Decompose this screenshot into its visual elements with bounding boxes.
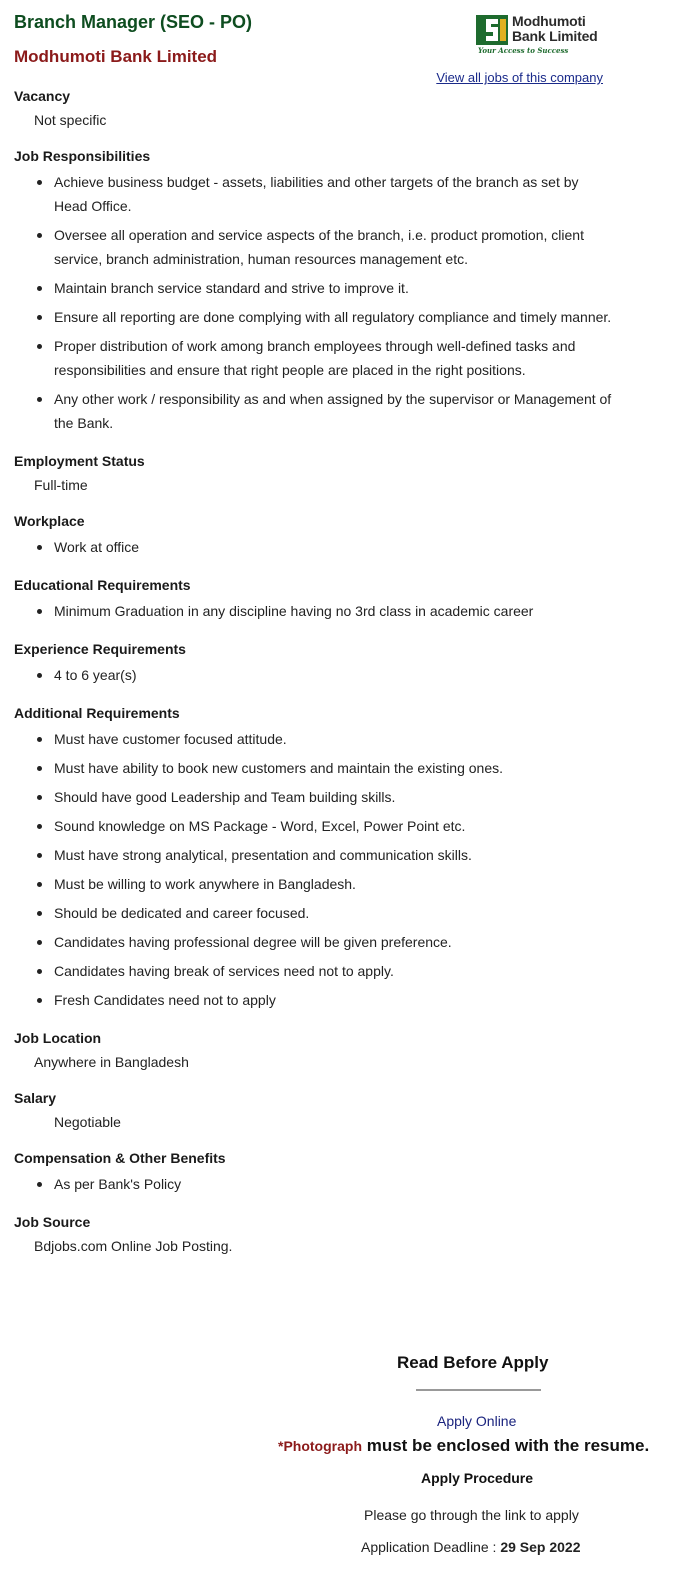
- job-title: Branch Manager (SEO - PO): [14, 12, 253, 32]
- workplace-list: [14, 535, 614, 559]
- apply-online-link[interactable]: Apply Online: [437, 1413, 517, 1429]
- employment-value: Full-time: [34, 477, 88, 493]
- additional-section: [14, 705, 614, 1012]
- vacancy-section: [14, 88, 614, 130]
- divider: [416, 1389, 541, 1391]
- employment-section: [14, 453, 614, 495]
- additional-list: [14, 727, 614, 1012]
- education-section: [14, 577, 614, 623]
- read-before-apply-heading: Read Before Apply: [397, 1353, 549, 1372]
- list-item: Oversee all operation and service aspects of the branch, i.e. product promotion, client service, branch administration, human resources management etc.: [54, 223, 614, 271]
- list-item: Must be willing to work anywhere in Bangladesh.: [54, 872, 614, 896]
- company-logo: [476, 13, 606, 57]
- view-all-jobs-link[interactable]: View all jobs of this company: [436, 70, 603, 85]
- section-title: Job Source: [14, 1214, 91, 1230]
- photograph-label: *Photograph: [278, 1438, 362, 1454]
- section-title: Vacancy: [14, 88, 71, 104]
- deadline-label: Application Deadline :: [361, 1539, 501, 1555]
- source-value: Bdjobs.com Online Job Posting.: [34, 1238, 233, 1254]
- photograph-text: must be enclosed with the resume.: [362, 1436, 650, 1455]
- responsibilities-list: [14, 170, 614, 435]
- experience-list: [14, 663, 614, 687]
- list-item: Must have ability to book new customers and maintain the existing ones.: [54, 756, 614, 780]
- apply-instruction: Please go through the link to apply: [364, 1507, 579, 1523]
- section-title: Additional Requirements: [14, 705, 180, 721]
- list-item: Should be dedicated and career focused.: [54, 901, 614, 925]
- deadline-date: 29 Sep 2022: [500, 1539, 581, 1555]
- section-title: Educational Requirements: [14, 577, 191, 593]
- experience-section: [14, 641, 614, 687]
- list-item: Proper distribution of work among branch employees through well-defined tasks and responsibilities and ensure that right people are placed in the right positions.: [54, 334, 614, 382]
- job-details: [14, 88, 614, 1274]
- source-section: [14, 1214, 614, 1256]
- list-item: As per Bank's Policy: [54, 1172, 614, 1196]
- section-title: Experience Requirements: [14, 641, 186, 657]
- list-item: Fresh Candidates need not to apply: [54, 988, 614, 1012]
- list-item: Work at office: [54, 535, 614, 559]
- list-item: Maintain branch service standard and strive to improve it.: [54, 276, 614, 300]
- location-value: Anywhere in Bangladesh: [34, 1054, 189, 1070]
- list-item: Should have good Leadership and Team building skills.: [54, 785, 614, 809]
- section-title: Workplace: [14, 513, 85, 529]
- salary-value: Negotiable: [54, 1114, 121, 1130]
- application-deadline: [361, 1539, 580, 1555]
- logo-line-1: Modhumoti: [512, 13, 586, 29]
- section-title: Employment Status: [14, 453, 145, 469]
- list-item: Must have customer focused attitude.: [54, 727, 614, 751]
- section-title: Salary: [14, 1090, 57, 1106]
- workplace-section: [14, 513, 614, 559]
- logo-line-2: Bank Limited: [512, 28, 598, 44]
- section-title: Compensation & Other Benefits: [14, 1150, 226, 1166]
- list-item: Must have strong analytical, presentation and communication skills.: [54, 843, 614, 867]
- list-item: Candidates having break of services need not to apply.: [54, 959, 614, 983]
- section-title: Job Location: [14, 1030, 102, 1046]
- list-item: Ensure all reporting are done complying with all regulatory compliance and timely manner.: [54, 305, 614, 329]
- bank-logo-icon: [476, 15, 508, 45]
- benefits-list: [14, 1172, 614, 1196]
- list-item: Achieve business budget - assets, liabilities and other targets of the branch as set by Head Office.: [54, 170, 614, 218]
- logo-text: [512, 14, 598, 44]
- location-section: [14, 1030, 614, 1072]
- list-item: 4 to 6 year(s): [54, 663, 614, 687]
- apply-procedure-title: Apply Procedure: [421, 1470, 534, 1486]
- list-item: Any other work / responsibility as and when assigned by the supervisor or Management of the Bank.: [54, 387, 614, 435]
- section-title: Job Responsibilities: [14, 148, 151, 164]
- benefits-section: [14, 1150, 614, 1196]
- list-item: Minimum Graduation in any discipline having no 3rd class in academic career: [54, 599, 614, 623]
- responsibilities-section: [14, 148, 614, 435]
- vacancy-value: Not specific: [34, 112, 107, 128]
- company-name: Modhumoti Bank Limited: [14, 47, 218, 66]
- salary-section: [14, 1090, 614, 1132]
- list-item: Candidates having professional degree will be given preference.: [54, 930, 614, 954]
- photograph-note: [278, 1436, 649, 1456]
- list-item: Sound knowledge on MS Package - Word, Excel, Power Point etc.: [54, 814, 614, 838]
- education-list: [14, 599, 614, 623]
- logo-tagline: Your Access to Success: [478, 46, 569, 55]
